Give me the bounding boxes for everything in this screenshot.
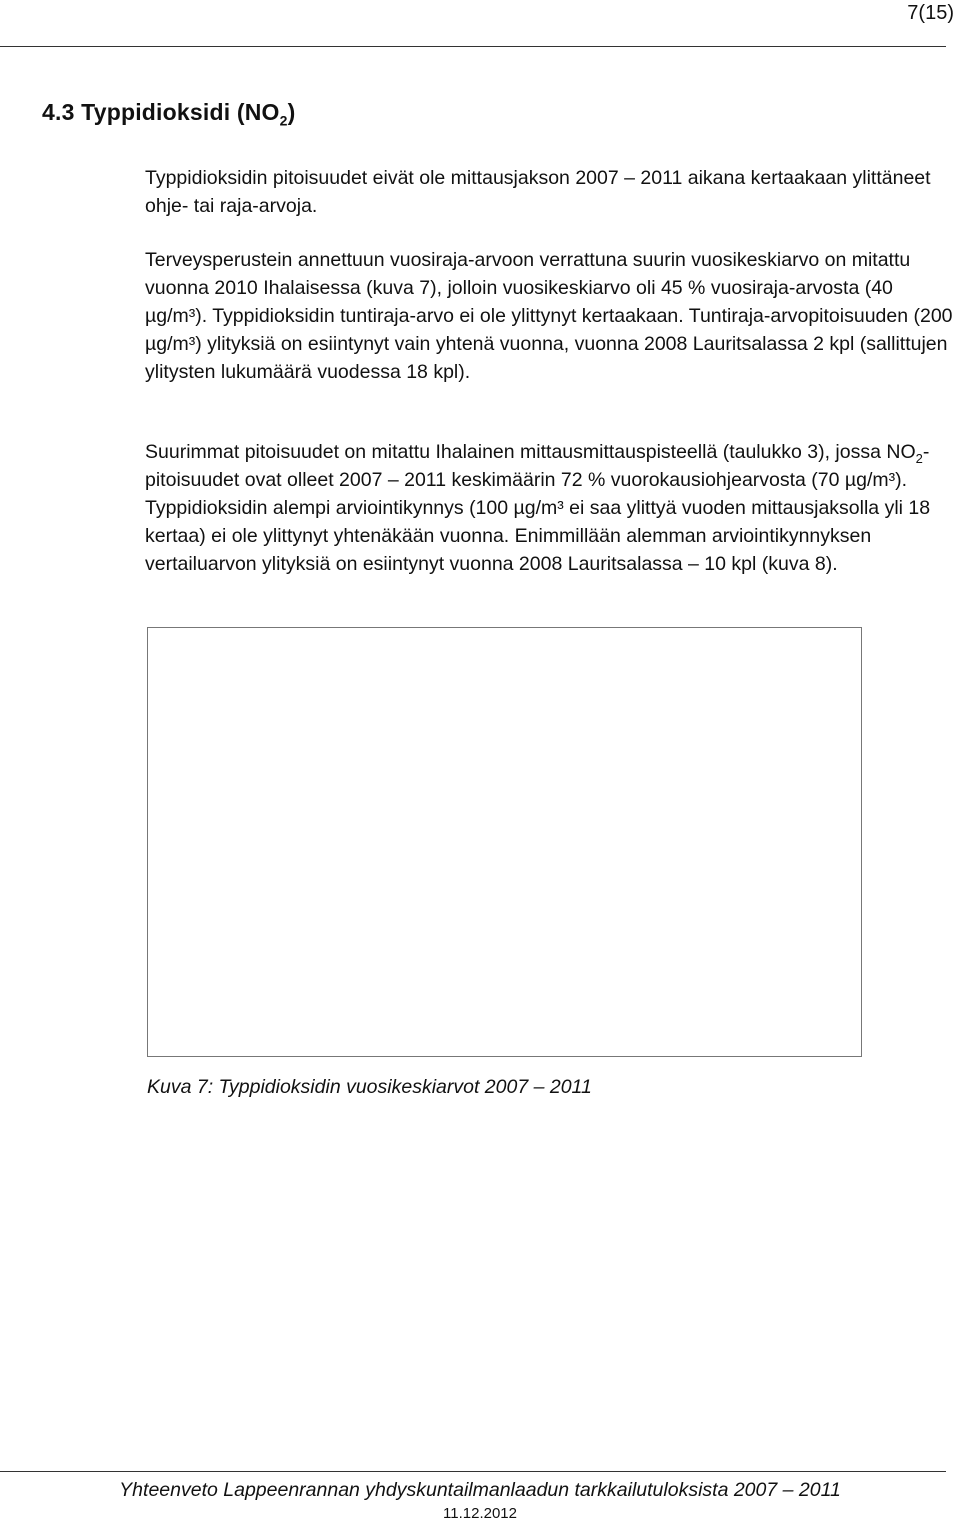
footer-rule	[0, 1471, 946, 1472]
paragraph-highest-concentrations	[145, 438, 957, 578]
heading-subscript: 2	[279, 112, 288, 129]
heading-text: 4.3 Typpidioksidi (NO	[42, 99, 280, 125]
paragraph-3-subscript: 2	[915, 450, 923, 466]
footer-title: Yhteenveto Lappeenrannan yhdyskuntailmanlaadun tarkkailutuloksista 2007 – 2011	[119, 1479, 841, 1501]
section-heading	[42, 99, 296, 129]
paragraph-3-text-b: -pitoisuudet ovat olleet 2007 – 2011 keskimäärin 72 % vuorokausiohjearvosta (70 µg/m³). Typpidioksidin alempi arviointikynnys (100 µg/m³ ei saa ylittyä vuoden mittausjaksolla yli 18 kertaa) ei ole ylittynyt yhtenäkään vuonna. Enimmillään alemman arviointikynnyksen vertailuarvon ylityksiä on esiintynyt vuonna 2008 Lauritsalassa – 10 kpl (kuva 8).	[145, 441, 931, 575]
paragraph-annual-average: Terveysperustein annettuun vuosiraja-arvoon verrattuna suurin vuosikeskiarvo on mitattu vuonna 2010 Ihalaisessa (kuva 7), jolloin vuosikeskiarvo oli 45 % vuosiraja-arvosta (40 µg/m³). Typpidioksidin tuntiraja-arvo ei ole ylittynyt kertaakaan. Tuntiraja-arvopitoisuuden (200 µg/m³) ylityksiä on esiintynyt vain yhtenä vuonna, vuonna 2008 Lauritsalassa 2 kpl (sallittujen ylitysten lukumäärä vuodessa 18 kpl).	[145, 249, 953, 383]
header-rule	[0, 46, 946, 47]
heading-close: )	[287, 99, 296, 125]
footer-date: 11.12.2012	[443, 1505, 517, 1522]
figure-placeholder	[147, 627, 862, 1057]
paragraph-limit-values: Typpidioksidin pitoisuudet eivät ole mittausjakson 2007 – 2011 aikana kertaakaan ylittäneet ohje- tai raja-arvoja.	[145, 167, 931, 217]
paragraph-3-text-a: Suurimmat pitoisuudet on mitattu Ihalainen mittausmittauspisteellä (taulukko 3), jossa NO	[145, 441, 916, 463]
page-number: 7(15)	[907, 2, 954, 24]
figure-caption: Kuva 7: Typpidioksidin vuosikeskiarvot 2007 – 2011	[147, 1076, 592, 1098]
